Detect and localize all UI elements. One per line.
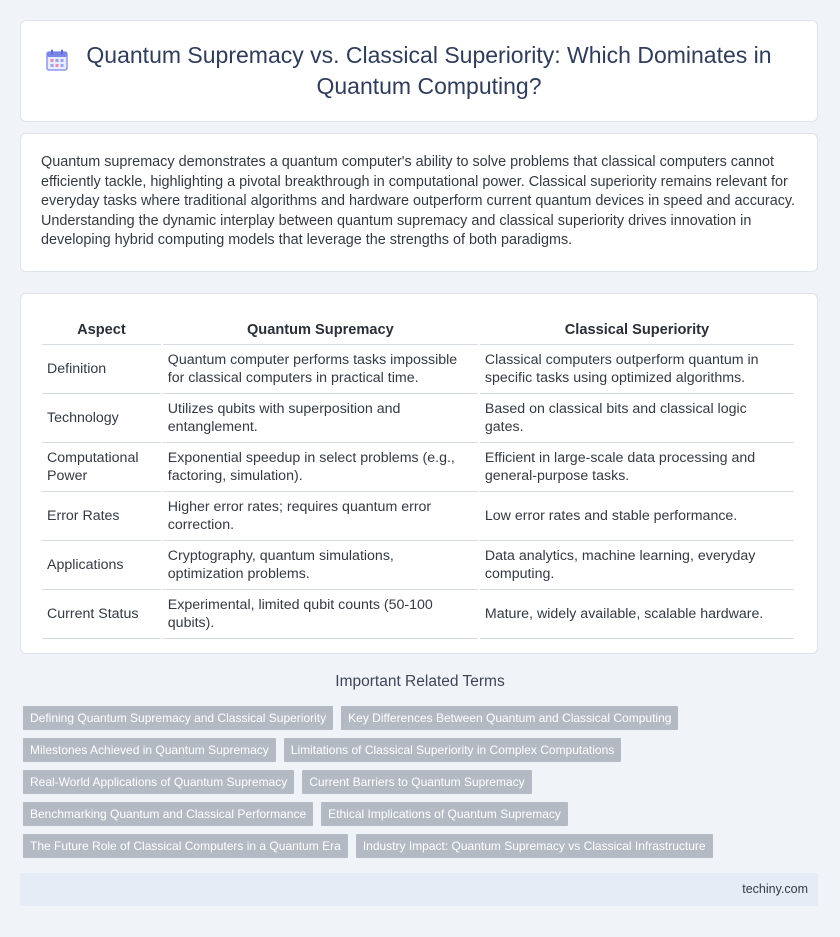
cell-classical: Mature, widely available, scalable hardware. <box>480 590 794 639</box>
related-term-tag[interactable]: Ethical Implications of Quantum Supremacy <box>321 802 568 826</box>
table-row <box>42 345 794 394</box>
header-classical-superiority: Classical Superiority <box>480 312 794 345</box>
cell-classical: Data analytics, machine learning, everyday computing. <box>480 541 794 590</box>
cell-aspect: Error Rates <box>42 492 161 541</box>
related-term-tag[interactable]: The Future Role of Classical Computers in a Quantum Era <box>23 834 348 858</box>
calendar-icon <box>45 48 69 72</box>
footer <box>20 873 818 906</box>
cell-classical: Low error rates and stable performance. <box>480 492 794 541</box>
cell-classical: Efficient in large-scale data processing and general-purpose tasks. <box>480 443 794 492</box>
comparison-table <box>40 312 796 639</box>
header-aspect: Aspect <box>42 312 161 345</box>
table-row <box>42 541 794 590</box>
cell-aspect: Applications <box>42 541 161 590</box>
related-term-tag[interactable]: Key Differences Between Quantum and Classical Computing <box>341 706 678 730</box>
cell-quantum: Experimental, limited qubit counts (50-100 qubits). <box>163 590 478 639</box>
intro-paragraph: Quantum supremacy demonstrates a quantum computer's ability to solve problems that classical computers cannot efficiently tackle, highlighting a pivotal breakthrough in computational power. Classical superiority remains relevant for everyday tasks where traditional algorithms and hardware outperform current quantum devices in speed and accuracy. Understanding the dynamic interplay between quantum supremacy and classical superiority drives innovation in developing hybrid computing models that leverage the strengths of both paradigms. <box>41 154 796 248</box>
cell-aspect: Computational Power <box>42 443 161 492</box>
related-term-tag[interactable]: Benchmarking Quantum and Classical Performance <box>23 802 313 826</box>
cell-aspect: Definition <box>42 345 161 394</box>
related-term-tag[interactable]: Limitations of Classical Superiority in Complex Computations <box>284 738 621 762</box>
related-term-tag[interactable]: Industry Impact: Quantum Supremacy vs Classical Infrastructure <box>356 834 713 858</box>
cell-quantum: Exponential speedup in select problems (e.g., factoring, simulation). <box>163 443 478 492</box>
related-terms-list <box>23 706 783 866</box>
cell-classical: Classical computers outperform quantum in specific tasks using optimized algorithms. <box>480 345 794 394</box>
footer-site-name: techiny.com <box>742 882 808 896</box>
related-term-tag[interactable]: Current Barriers to Quantum Supremacy <box>302 770 531 794</box>
related-term-tag[interactable]: Milestones Achieved in Quantum Supremacy <box>23 738 276 762</box>
tag-row <box>23 770 783 794</box>
table-row <box>42 394 794 443</box>
table-row <box>42 443 794 492</box>
page-title: Quantum Supremacy vs. Classical Superiority: Which Dominates in Quantum Computing? <box>86 42 772 99</box>
related-term-tag[interactable]: Real-World Applications of Quantum Supremacy <box>23 770 294 794</box>
intro-card <box>20 133 818 272</box>
cell-quantum: Higher error rates; requires quantum error correction. <box>163 492 478 541</box>
cell-aspect: Current Status <box>42 590 161 639</box>
cell-quantum: Utilizes qubits with superposition and entanglement. <box>163 394 478 443</box>
tag-row <box>23 802 783 826</box>
table-header-row <box>42 312 794 345</box>
cell-quantum: Quantum computer performs tasks impossible for classical computers in practical time. <box>163 345 478 394</box>
related-term-tag[interactable]: Defining Quantum Supremacy and Classical Superiority <box>23 706 333 730</box>
comparison-table-card <box>20 293 818 654</box>
cell-aspect: Technology <box>42 394 161 443</box>
tag-row <box>23 834 783 858</box>
related-terms-title: Important Related Terms <box>335 673 505 690</box>
table-row <box>42 590 794 639</box>
tag-row <box>23 706 783 730</box>
tag-row <box>23 738 783 762</box>
table-row <box>42 492 794 541</box>
header-quantum-supremacy: Quantum Supremacy <box>163 312 478 345</box>
header-card <box>20 20 818 122</box>
cell-classical: Based on classical bits and classical logic gates. <box>480 394 794 443</box>
cell-quantum: Cryptography, quantum simulations, optimization problems. <box>163 541 478 590</box>
